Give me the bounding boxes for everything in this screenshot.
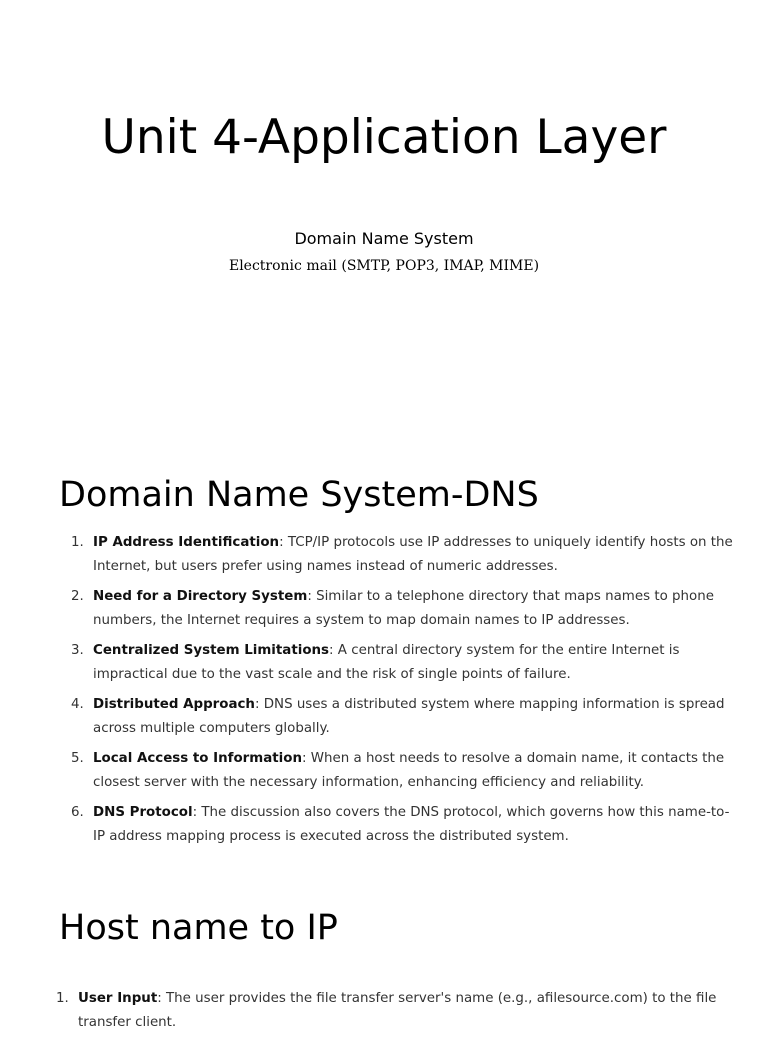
list-text: : Similar to a telephone directory that maps names to phone numbers, the Internet requires a system to map domain names to IP addresses. bbox=[93, 589, 714, 628]
list-text: : TCP/IP protocols use IP addresses to uniquely identify hosts on the Internet, but users prefer using names instead of numeric addresses. bbox=[93, 535, 733, 574]
list-text: : When a host needs to resolve a domain name, it contacts the closest server with the necessary information, enhancing efficiency and reliability. bbox=[93, 751, 725, 790]
list-term: Centralized System Limitations bbox=[93, 643, 330, 658]
list-item bbox=[56, 987, 733, 1034]
list-number: 3. bbox=[71, 643, 84, 658]
list-item bbox=[71, 531, 733, 578]
list-item bbox=[71, 801, 733, 848]
list-text: : The user provides the file transfer server's name (e.g., afilesource.com) to the file transfer client. bbox=[78, 991, 717, 1030]
host-name-list bbox=[56, 987, 733, 1041]
list-term: User Input bbox=[78, 991, 158, 1006]
list-item bbox=[71, 693, 733, 740]
dns-list bbox=[71, 531, 733, 855]
list-number: 2. bbox=[71, 589, 84, 604]
list-item bbox=[71, 639, 733, 686]
list-text: : The discussion also covers the DNS protocol, which governs how this name-to-IP address mapping process is executed across the distributed system. bbox=[93, 805, 730, 844]
list-term: Distributed Approach bbox=[93, 697, 255, 712]
list-term: DNS Protocol bbox=[93, 805, 193, 820]
slide-subtitle-dns: Domain Name System bbox=[294, 229, 474, 248]
title-slide bbox=[0, 0, 768, 420]
list-item bbox=[71, 585, 733, 632]
slide-title: Unit 4-Application Layer bbox=[101, 110, 667, 165]
list-number: 1. bbox=[71, 535, 84, 550]
list-text: : A central directory system for the entire Internet is impractical due to the vast scale and the risk of single points of failure. bbox=[93, 643, 680, 682]
list-number: 5. bbox=[71, 751, 84, 766]
list-term: Local Access to Information bbox=[93, 751, 302, 766]
dns-heading: Domain Name System-DNS bbox=[59, 475, 539, 515]
list-number: 4. bbox=[71, 697, 84, 712]
list-term: IP Address Identification bbox=[93, 535, 280, 550]
list-number: 6. bbox=[71, 805, 84, 820]
list-number: 1. bbox=[56, 991, 69, 1006]
list-term: Need for a Directory System bbox=[93, 589, 308, 604]
slide-subtitle-email: Electronic mail (SMTP, POP3, IMAP, MIME) bbox=[228, 258, 540, 274]
host-name-heading: Host name to IP bbox=[59, 908, 338, 948]
list-text: : DNS uses a distributed system where mapping information is spread across multiple computers globally. bbox=[93, 697, 725, 736]
list-item bbox=[71, 747, 733, 794]
